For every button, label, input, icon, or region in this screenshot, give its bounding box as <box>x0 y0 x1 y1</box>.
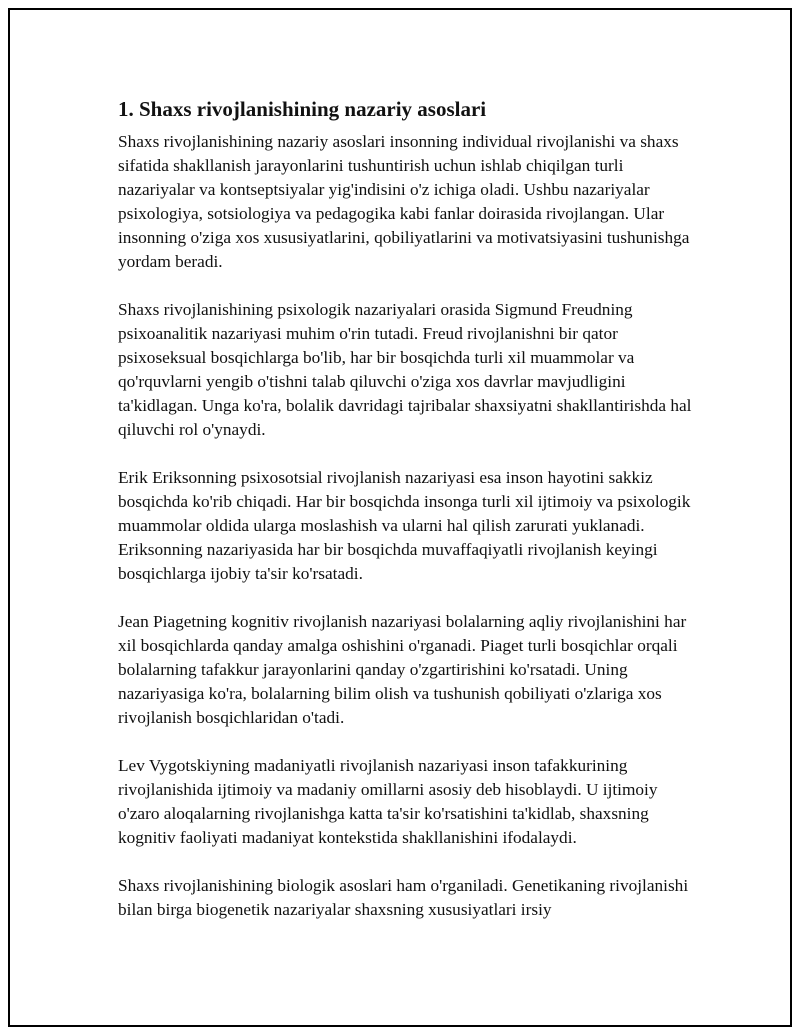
paragraph-freud: Shaxs rivojlanishining psixologik nazariyalari orasida Sigmund Freudning psixoanalitik nazariyasi muhim o'rin tutadi. Freud rivojlanishni bir qator psixoseksual bosqichlarga bo'lib, har bir bosqichda turli xil muammolar va qo'rquvlarni yengib o'tishni talab qiluvchi o'ziga xos davrlar mavjudligini ta'kidlagan. Unga ko'ra, bolalik davridagi tajribalar shaxsiyatni shakllantirishda hal qiluvchi rol o'ynaydi. <box>118 300 692 439</box>
paragraph-vygotsky: Lev Vygotskiyning madaniyatli rivojlanish nazariyasi inson tafakkurining rivojlanishida ijtimoiy va madaniy omillarni asosiy deb hisoblaydi. U ijtimoiy o'zaro aloqalarning rivojlanishga katta ta'sir ko'rsatishini ta'kidlab, shaxsning kognitiv faoliyati madaniyat kontekstida shakllanishini ifodalaydi. <box>118 756 658 847</box>
section-heading: 1. Shaxs rivojlanishining nazariy asoslari <box>118 97 487 121</box>
paragraph-biological: Shaxs rivojlanishining biologik asoslari ham o'rganiladi. Genetikaning rivojlanishi bilan birga biogenetik nazariyalar shaxsning xususiyatlari irsiy <box>118 876 689 919</box>
paragraph-piaget: Jean Piagetning kognitiv rivojlanish nazariyasi bolalarning aqliy rivojlanishini har xil bosqichlarda qanday amalga oshishini o'rganadi. Piaget turli bosqichlar orqali bolalarning tafakkur jarayonlarini qanday o'zgartirishini ko'rsatadi. Uning nazariyasiga ko'ra, bolalarning bilim olish va tushunish qobiliyati o'zlariga xos rivojlanish bosqichlaridan o'tadi. <box>118 612 687 727</box>
paragraph-intro: Shaxs rivojlanishining nazariy asoslari insonning individual rivojlanishi va shaxs sifatida shakllanish jarayonlarini tushuntirish uchun ishlab chiqilgan turli nazariyalar va kontseptsiyalar yig'indisini o'z ichiga oladi. Ushbu nazariyalar psixologiya, sotsiologiya va pedagogika kabi fanlar doirasida rivojlangan. Ular insonning o'ziga xos xususiyatlarini, qobiliyatlarini va motivatsiyasini tushunishga yordam beradi. <box>118 132 690 271</box>
page-frame <box>8 8 792 1027</box>
paragraph-erikson: Erik Eriksonning psixosotsial rivojlanish nazariyasi esa inson hayotini sakkiz bosqichda ko'rib chiqadi. Har bir bosqichda insonga turli xil ijtimoiy va psixologik muammolar oldida ularga moslashish va ularni hal qilish zarurati yuklanadi. Eriksonning nazariyasida har bir bosqichda muvaffaqiyatli rivojlanish keyingi bosqichlarga ijobiy ta'sir ko'rsatadi. <box>118 468 691 583</box>
document-body <box>118 94 698 946</box>
